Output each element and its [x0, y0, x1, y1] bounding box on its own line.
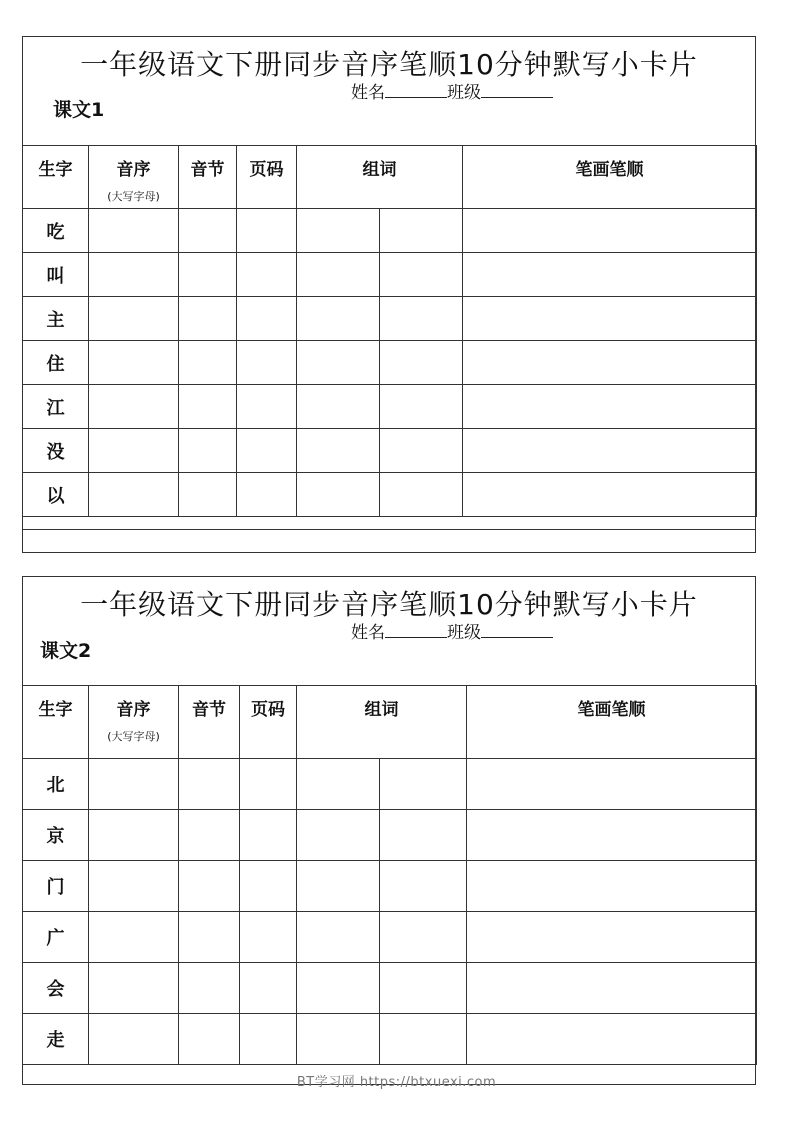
page-cell[interactable] — [240, 759, 297, 810]
sequence-cell[interactable] — [89, 759, 179, 810]
sequence-cell[interactable] — [89, 912, 179, 963]
sequence-cell[interactable] — [89, 861, 179, 912]
strokes-cell[interactable] — [463, 429, 757, 473]
dictation-card-2 — [22, 576, 756, 1085]
word-cell[interactable] — [380, 209, 463, 253]
strokes-cell[interactable] — [467, 1014, 757, 1065]
character-cell: 住 — [23, 341, 89, 385]
table-row — [23, 861, 757, 912]
footer-divider — [22, 529, 756, 530]
character-cell: 京 — [23, 810, 89, 861]
header-words: 组词 — [297, 146, 463, 209]
header-syllable: 音节 — [179, 146, 237, 209]
table-row — [23, 341, 757, 385]
syllable-cell[interactable] — [179, 759, 240, 810]
card-title: 一年级语文下册同步音序笔顺10分钟默写小卡片 — [80, 588, 698, 621]
syllable-cell[interactable] — [179, 253, 237, 297]
header-sequence-note: (大写字母) — [107, 190, 160, 203]
word-cell[interactable] — [297, 341, 380, 385]
watermark: BT学习网 https://btxuexi.com — [296, 1075, 497, 1090]
dictation-card-1 — [22, 36, 756, 553]
sequence-cell[interactable] — [89, 810, 179, 861]
character-table — [22, 145, 757, 517]
table-row — [23, 963, 757, 1014]
header-strokes: 笔画笔顺 — [463, 146, 757, 209]
character-cell: 以 — [23, 473, 89, 517]
page-cell[interactable] — [240, 1014, 297, 1065]
page-cell[interactable] — [237, 209, 297, 253]
header-row — [23, 146, 757, 209]
syllable-cell[interactable] — [179, 810, 240, 861]
page-cell[interactable] — [240, 963, 297, 1014]
syllable-cell[interactable] — [179, 912, 240, 963]
header-char: 生字 — [23, 146, 89, 209]
class-blank[interactable] — [481, 83, 553, 98]
word-cell[interactable] — [380, 963, 467, 1014]
card-title: 一年级语文下册同步音序笔顺10分钟默写小卡片 — [80, 48, 698, 81]
table-row — [23, 759, 757, 810]
table-row — [23, 385, 757, 429]
syllable-cell[interactable] — [179, 341, 237, 385]
character-cell: 叫 — [23, 253, 89, 297]
name-blank[interactable] — [385, 83, 447, 98]
header-syllable: 音节 — [179, 686, 240, 759]
syllable-cell[interactable] — [179, 861, 240, 912]
header-page: 页码 — [237, 146, 297, 209]
sequence-cell[interactable] — [89, 341, 179, 385]
word-cell[interactable] — [297, 297, 380, 341]
word-cell[interactable] — [380, 297, 463, 341]
word-cell[interactable] — [297, 209, 380, 253]
strokes-cell[interactable] — [467, 963, 757, 1014]
strokes-cell[interactable] — [463, 385, 757, 429]
syllable-cell[interactable] — [179, 209, 237, 253]
header-page: 页码 — [240, 686, 297, 759]
table-row — [23, 1014, 757, 1065]
name-blank[interactable] — [385, 623, 447, 638]
character-table — [22, 685, 757, 1065]
sequence-cell[interactable] — [89, 429, 179, 473]
page-cell[interactable] — [237, 253, 297, 297]
table-row — [23, 810, 757, 861]
syllable-cell[interactable] — [179, 473, 237, 517]
strokes-cell[interactable] — [463, 209, 757, 253]
word-cell[interactable] — [380, 253, 463, 297]
header-char: 生字 — [23, 686, 89, 759]
sequence-cell[interactable] — [89, 209, 179, 253]
strokes-cell[interactable] — [463, 253, 757, 297]
header-row — [23, 686, 757, 759]
table-row — [23, 297, 757, 341]
word-cell[interactable] — [297, 912, 380, 963]
table-row — [23, 253, 757, 297]
name-class-line — [351, 618, 553, 643]
strokes-cell[interactable] — [463, 341, 757, 385]
sequence-cell[interactable] — [89, 473, 179, 517]
strokes-cell[interactable] — [467, 912, 757, 963]
sequence-cell[interactable] — [89, 963, 179, 1014]
character-cell: 吃 — [23, 209, 89, 253]
page-cell[interactable] — [240, 810, 297, 861]
class-label: 班级 — [447, 623, 481, 643]
page-cell[interactable] — [237, 297, 297, 341]
sequence-cell[interactable] — [89, 385, 179, 429]
page-cell[interactable] — [237, 341, 297, 385]
word-cell[interactable] — [380, 912, 467, 963]
sequence-cell[interactable] — [89, 297, 179, 341]
character-cell: 没 — [23, 429, 89, 473]
word-cell[interactable] — [297, 253, 380, 297]
table-row — [23, 429, 757, 473]
lesson-label: 课文1 — [53, 99, 105, 121]
syllable-cell[interactable] — [179, 1014, 240, 1065]
page-cell[interactable] — [237, 473, 297, 517]
word-cell[interactable] — [297, 759, 380, 810]
character-cell: 走 — [23, 1014, 89, 1065]
sequence-cell[interactable] — [89, 1014, 179, 1065]
header-words: 组词 — [297, 686, 467, 759]
word-cell[interactable] — [297, 1014, 380, 1065]
page-cell[interactable] — [237, 385, 297, 429]
word-cell[interactable] — [380, 759, 467, 810]
strokes-cell[interactable] — [463, 473, 757, 517]
word-cell[interactable] — [297, 429, 380, 473]
character-cell: 会 — [23, 963, 89, 1014]
header-sequence-note: (大写字母) — [107, 730, 160, 743]
word-cell[interactable] — [297, 810, 380, 861]
strokes-cell[interactable] — [463, 297, 757, 341]
syllable-cell[interactable] — [179, 297, 237, 341]
character-cell: 北 — [23, 759, 89, 810]
table-row — [23, 473, 757, 517]
header-strokes: 笔画笔顺 — [467, 686, 757, 759]
syllable-cell[interactable] — [179, 429, 237, 473]
header-sequence: 音序 (大写字母) — [89, 146, 179, 209]
word-cell[interactable] — [380, 473, 463, 517]
sequence-cell[interactable] — [89, 253, 179, 297]
word-cell[interactable] — [380, 385, 463, 429]
table-row — [23, 209, 757, 253]
header-sequence: 音序 (大写字母) — [89, 686, 179, 759]
word-cell[interactable] — [297, 473, 380, 517]
class-label: 班级 — [447, 83, 481, 103]
lesson-label: 课文2 — [40, 640, 92, 662]
character-cell: 江 — [23, 385, 89, 429]
syllable-cell[interactable] — [179, 385, 237, 429]
strokes-cell[interactable] — [467, 810, 757, 861]
word-cell[interactable] — [297, 861, 380, 912]
name-label: 姓名 — [351, 623, 385, 643]
syllable-cell[interactable] — [179, 963, 240, 1014]
strokes-cell[interactable] — [467, 759, 757, 810]
word-cell[interactable] — [380, 810, 467, 861]
word-cell[interactable] — [380, 1014, 467, 1065]
word-cell[interactable] — [380, 429, 463, 473]
character-cell: 主 — [23, 297, 89, 341]
word-cell[interactable] — [297, 385, 380, 429]
character-cell: 门 — [23, 861, 89, 912]
class-blank[interactable] — [481, 623, 553, 638]
strokes-cell[interactable] — [467, 861, 757, 912]
page-cell[interactable] — [240, 861, 297, 912]
character-cell: 广 — [23, 912, 89, 963]
name-class-line — [351, 78, 553, 103]
page-cell[interactable] — [240, 912, 297, 963]
name-label: 姓名 — [351, 83, 385, 103]
word-cell[interactable] — [380, 341, 463, 385]
table-row — [23, 912, 757, 963]
page-cell[interactable] — [237, 429, 297, 473]
word-cell[interactable] — [297, 963, 380, 1014]
word-cell[interactable] — [380, 861, 467, 912]
